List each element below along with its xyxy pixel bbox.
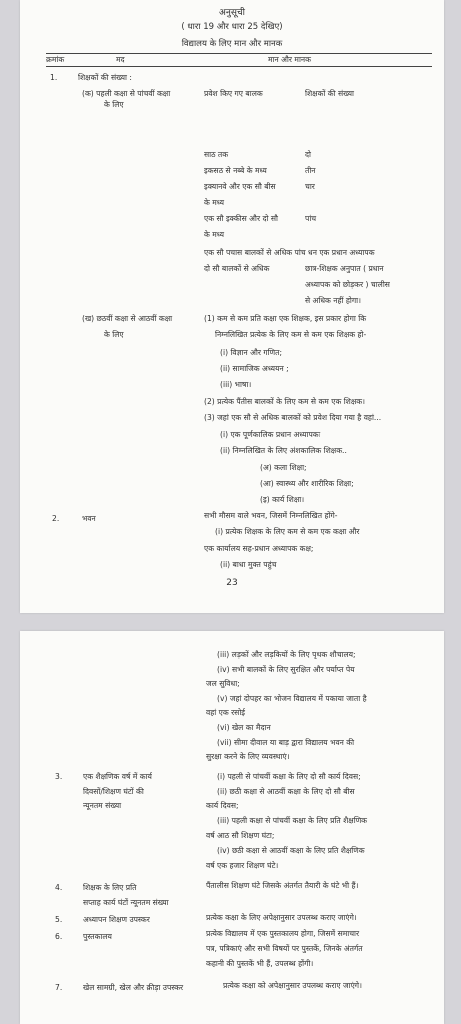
- section-7-label: खेल सामग्री, खेल और क्रीड़ा उपस्कर: [83, 983, 184, 992]
- schedule-heading: विद्यालय के लिए मान और मानक: [181, 39, 283, 49]
- rule-above-150: एक सौ पचास बालकों से अधिक पांच धन एक प्रधान अध्यापक: [204, 248, 375, 257]
- section-5-number: 5.: [55, 915, 63, 924]
- pupil-teacher-ratio: से अधिक नहीं होगा।: [305, 296, 361, 305]
- norm-text: (ii) सामाजिक अध्ययन ;: [220, 364, 289, 373]
- subsection-kha-label-cont: के लिए: [104, 330, 124, 339]
- enrolment-range: इक्यानवे और एक सौ बीस: [204, 182, 276, 191]
- norm-text: सभी मौसम वाले भवन, जिसमें निम्नलिखित होंगे-: [204, 511, 338, 520]
- subsection-ka-label: (क) पहली कक्षा से पांचवीं कक्षा: [82, 89, 171, 98]
- norm-text: (iii) भाषा।: [220, 380, 252, 389]
- norm-text: निम्नलिखित प्रत्येक के लिए कम से कम एक शिक्षक हो-: [215, 330, 367, 339]
- header-rule-top: [46, 53, 432, 54]
- schedule-title: अनुसूची: [218, 8, 245, 18]
- teacher-count: चार: [305, 182, 315, 191]
- section-6-number: 6.: [55, 932, 63, 941]
- norm-text: (i) पहली से पांचवीं कक्षा के लिए दो सौ कार्य दिवस;: [217, 772, 361, 781]
- section-3-label: एक शैक्षणिक वर्ष में कार्य: [83, 772, 152, 781]
- norm-text: सुरक्षा करने के लिए व्यवस्थाएं।: [206, 752, 290, 761]
- section-4-label-cont: सप्ताह कार्य घंटों न्यूनतम संख्या: [83, 898, 169, 907]
- column-header-item: मद: [116, 55, 125, 64]
- norm-text: (ii) निम्नलिखित के लिए अंशकालिक शिक्षक..: [220, 446, 347, 455]
- norm-text: वर्ष एक हजार शिक्षण घंटे।: [206, 861, 279, 870]
- rule-above-200: दो सौ बालकों से अधिक: [204, 264, 270, 273]
- norm-text: (v) जहां दोपहर का भोजन विद्यालय में पकाया जाता है: [217, 694, 367, 703]
- norm-text: (आ) स्वास्थ्य और शारीरिक शिक्षा;: [260, 479, 354, 488]
- column-header-sno: क्रमांक: [46, 55, 65, 64]
- norm-text: एक कार्यालय सह-प्रधान अध्यापक कक्ष;: [204, 544, 314, 553]
- teacher-count-header: शिक्षकों की संख्या: [305, 89, 354, 98]
- section-3-label-cont: न्यूनतम संख्या: [83, 801, 122, 810]
- enrolment-range: इकसठ से नब्बे के मध्य: [204, 166, 267, 175]
- subsection-kha-label: (ख) छठवीं कक्षा से आठवीं कक्षा: [82, 314, 173, 323]
- norm-text: (i) एक पूर्णकालिक प्रधान अध्यापकः: [220, 430, 321, 439]
- pupil-teacher-ratio: छात्र-शिक्षक अनुपात ( प्रधान: [305, 264, 384, 273]
- teacher-count: पांच: [305, 214, 317, 223]
- section-1-number: 1.: [50, 73, 58, 82]
- section-2-label: भवन: [82, 514, 96, 523]
- section-6-label: पुस्तकालय: [83, 932, 112, 941]
- norm-text: (इ) कार्य शिक्षा।: [260, 495, 305, 504]
- norm-text: पत्र, पत्रिकाएं और सभी विषयों पर पुस्तकें, जिनके अंतर्गत: [206, 944, 363, 953]
- section-2-number: 2.: [52, 514, 60, 523]
- norm-text: (iv) सभी बालकों के लिए सुरक्षित और पर्याप्त पेय: [217, 665, 355, 674]
- norm-text: (ii) छठी कक्षा से आठवीं कक्षा के लिए दो सौ बीस: [217, 787, 355, 796]
- norm-text: वहां एक रसोई: [206, 708, 246, 717]
- norm-text: (vii) सीमा दीवाल या बाड़ द्वारा विद्यालय भवन की: [217, 738, 355, 747]
- norm-text: (3) जहां एक सौ से अधिक बालकों को प्रवेश दिया गया है वहां...: [204, 413, 382, 422]
- norm-text: (iii) लड़कों और लड़कियों के लिए पृथक शौचालय;: [217, 650, 356, 659]
- header-rule-bottom: [46, 66, 432, 67]
- section-1-label: शिक्षकों की संख्या :: [78, 73, 132, 82]
- teacher-count: तीन: [305, 166, 316, 175]
- subsection-ka-label-cont: के लिए: [104, 100, 124, 109]
- enrolment-range: एक सौ इक्कीस और दो सौ: [204, 214, 278, 223]
- document-page-24: [20, 631, 444, 1024]
- enrolment-range: के मध्य: [204, 230, 225, 239]
- column-header-norms: मान और मानक: [268, 55, 311, 64]
- section-4-number: 4.: [55, 883, 63, 892]
- norm-text: प्रत्येक विद्यालय में एक पुस्तकालय होगा, जिसमें समाचार: [206, 929, 360, 938]
- enrolment-range: साठ तक: [204, 150, 229, 159]
- schedule-subtitle: ( धारा 19 और धारा 25 देखिए): [181, 22, 283, 32]
- norm-text: (2) प्रत्येक पैंतीस बालकों के लिए कम से कम एक शिक्षक।: [204, 397, 365, 406]
- norm-text: कार्य दिवस;: [206, 801, 239, 810]
- norm-text: जल सुविधा;: [206, 679, 240, 688]
- norm-text: (अ) कला शिक्षा;: [260, 463, 307, 472]
- teacher-count: दो: [305, 150, 311, 159]
- norm-text: (i) प्रत्येक शिक्षक के लिए कम से कम एक कक्षा और: [215, 527, 360, 536]
- page-number: 23: [226, 578, 238, 588]
- norm-text: (ii) बाधा मुक्त पहुंच: [220, 560, 277, 569]
- norm-text: (iv) छठी कक्षा से आठवीं कक्षा के लिए प्रति शैक्षणिक: [217, 846, 365, 855]
- document-page-23: [20, 0, 444, 613]
- norm-text: (iii) पहली कक्षा से पांचवीं कक्षा के लिए प्रति शैक्षणिक: [217, 816, 368, 825]
- section-7-number: 7.: [55, 983, 63, 992]
- norm-text: (i) विज्ञान और गणित;: [220, 348, 283, 357]
- admitted-children-header: प्रवेश किए गए बालक: [204, 89, 263, 98]
- norm-text: पैंतालीस शिक्षण घंटे जिसके अंतर्गत तैयारी के घंटे भी हैं।: [206, 881, 359, 890]
- section-5-label: अध्यापन शिक्षण उपस्कर: [83, 915, 150, 924]
- norm-text: (1) कम से कम प्रति कक्षा एक शिक्षक, इस प्रकार होगा कि: [204, 314, 367, 323]
- section-3-label-cont: दिवसों/शिक्षण घंटों की: [83, 787, 144, 796]
- section-4-label: शिक्षक के लिए प्रति: [83, 883, 137, 892]
- section-3-number: 3.: [55, 772, 63, 781]
- enrolment-range: के मध्य: [204, 198, 225, 207]
- pupil-teacher-ratio: अध्यापक को छोड़कर ) चालीस: [305, 280, 390, 289]
- norm-text: प्रत्येक कक्षा के लिए अपेक्षानुसार उपलब्ध कराए जाएंगे।: [206, 913, 357, 922]
- norm-text: वर्ष आठ सौ शिक्षण घंटा;: [206, 831, 275, 840]
- norm-text: प्रत्येक कक्षा को अपेक्षानुसार उपलब्ध कराए जाएंगे।: [223, 981, 362, 990]
- norm-text: (vi) खेल का मैदान: [217, 723, 271, 732]
- norm-text: कहानी की पुस्तकें भी हैं, उपलब्ध होंगी।: [206, 959, 314, 968]
